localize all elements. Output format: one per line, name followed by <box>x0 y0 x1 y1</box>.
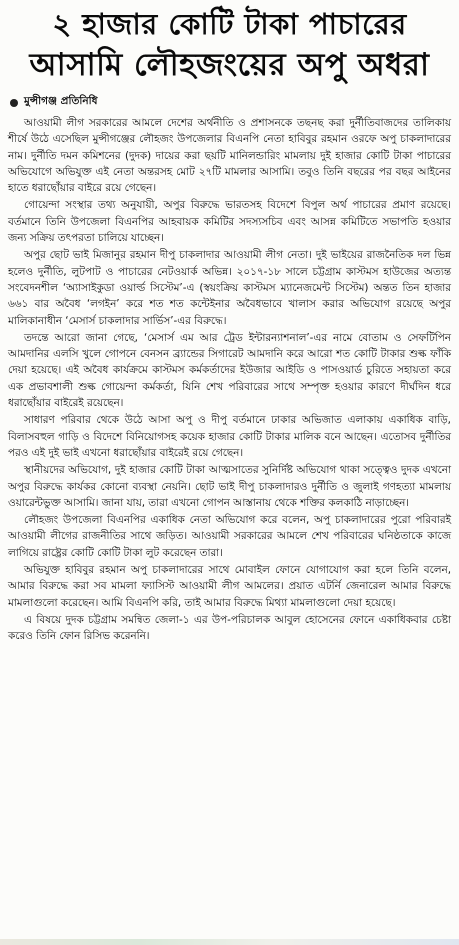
paragraph: অপুর ছোট ভাই মিজানুর রহমান দীপু চাকলাদার আওয়ামী লীগ নেতা। দুই ভাইয়ের রাজনৈতিক দল ভিন্ন হলেও দুর্নীতি, লুটপাট ও পাচারের নেটওয়ার্ক অভিন্ন। ২০১৭-১৮ সালে চট্টগ্রাম কাস্টমস হাউজের অত্যন্ত সংবেদনশীল ‘অ্যাসাইকুডা ওয়ার্ল্ড সিস্টেম’-এ (স্বয়ংক্রিয় কাস্টমস ম্যানেজমেন্ট সিস্টেম) অন্তত তিন হাজার ৬৬১ বার অবৈধ ‘লগইন’ করে শত শত কন্টেইনার অবৈধভাবে খালাস করার অভিযোগ রয়েছে অপুর মালিকানাধীন ‘মেসার্স চাকলাদার সার্ভিস’-এর বিরুদ্ধে। <box>8 249 451 327</box>
bullet-icon <box>10 99 18 107</box>
scan-edge-strip <box>0 939 459 945</box>
paragraph: অভিযুক্ত হাবিবুর রহমান অপু চাকলাদারের সাথে মোবাইল ফোনে যোগাযোগ করা হলে তিনি বলেন, আমার বিরুদ্ধে করা সব মামলা ফ্যাসিস্ট আওয়ামী লীগ আমলের। প্রয়াত এটর্নি জেনারেল আমার বিরুদ্ধে মামলাগুলো করেছেন। আমি বিএনপি করি, তাই আমার বিরুদ্ধে মিথ্যা মামলাগুলো দেয়া হয়েছে। <box>8 564 451 609</box>
headline-line-2: আসামি লৌহজংয়ের অপু অধরা <box>29 47 430 83</box>
paragraph: সাধারণ পরিবার থেকে উঠে আসা অপু ও দীপু বর্তমানে ঢাকার অভিজাত এলাকায় একাধিক বাড়ি, বিলাসবহুল গাড়ি ও বিদেশে বিনিয়োগসহ কয়েক হাজার কোটি টাকার মালিক বনে আছেন। এতোসব দুর্নীতির পরও এই দুই ভাই এখনো ধরাছোঁয়ার বাইরেই রয়ে গেছেন। <box>8 414 451 459</box>
byline-text: মুন্সীগঞ্জ প্রতিনিধি <box>24 95 98 107</box>
byline <box>0 86 459 115</box>
paragraph: গোয়েন্দা সংস্থার তথ্য অনুযায়ী, অপুর বিরুদ্ধে ভারতসহ বিদেশে বিপুল অর্থ পাচারের প্রমাণ রয়েছে। বর্তমানে তিনি উপজেলা বিএনপির আহবায়ক কমিটির সদস্যসচিব এবং আসন্ন কমিটিতে সভাপতি হওয়ার জন্য সক্রিয় তৎপরতা চালিয়ে যাচ্ছেন। <box>8 199 451 245</box>
paragraph: স্থানীয়দের অভিযোগ, দুই হাজার কোটি টাকা আত্মসাতের সুনির্দিষ্ট অভিযোগ থাকা সত্ত্বেও দুদক এখনো অপুর বিরুদ্ধে কার্যকর কোনো ব্যবস্থা নেয়নি। ছোট ভাই দীপু চাকলাদারও দুর্নীতি ও জুলাই গণহত্যা মামলায় ওয়ারেন্টভুক্ত আসামি। জানা যায়, তারা এখনো গোপন আস্তানায় থেকে শক্তির কলকাঠি নাড়াচ্ছেন। <box>8 464 451 509</box>
paragraph: এ বিষয়ে দুদক চট্টগ্রাম সমন্বিত জেলা-১ এর উপ-পরিচালক আবুল হোসেনের ফোনে একাধিকবার চেষ্টা করেও তিনি ফোন রিসিভ করেননি। <box>8 613 451 643</box>
headline <box>0 0 459 86</box>
headline-line-1: ২ হাজার কোটি টাকা পাচারের <box>52 7 407 41</box>
article-body <box>0 115 459 645</box>
paragraph: তদন্তে আরো জানা গেছে, ‘মেসার্স এম আর ট্রেড ইন্টারন্যাশনাল’-এর নামে বোতাম ও সেফটিপিন আমদানির এলসি খুলে গোপনে বেনসন ব্র্যান্ডের সিগারেট আমদানি করে আরো শত কোটি টাকার শুল্ক ফাঁকি দেয়া হয়েছে। এই অবৈধ কার্যক্রমে কাস্টমস কর্মকর্তাদের ইউজার আইডি ও পাসওয়ার্ড চুরিতে সহায়তা করে এক প্রভাবশালী শুল্ক গোয়েন্দা কর্মকর্তা, যিনি শেখ পরিবারের সাথে সম্পৃক্ত হওয়ার কারণে দীর্ঘদিন ধরে ধরাছোঁয়ার বাইরেই রয়েছেন। <box>8 331 451 410</box>
paragraph: লৌহজং উপজেলা বিএনপির একাধিক নেতা অভিযোগ করে বলেন, অপু চাকলাদারের পুরো পরিবারই আওয়ামী লীগের রাজনীতির সাথে জড়িত। আওয়ামী সরকারের আমলে শেখ পরিবারের ঘনিষ্ঠতাকে কাজে লাগিয়ে রাষ্ট্রের কোটি কোটি টাকা লুট করেছেন তারা। <box>8 514 451 559</box>
paragraph: আওয়ামী লীগ সরকারের আমলে দেশের অর্থনীতি ও প্রশাসনকে তছনছ করা দুর্নীতিবাজদের তালিকায় শীর্ষে উঠে এসেছিল মুন্সীগঞ্জের লৌহজং উপজেলার বিএনপি নেতা হাবিবুর রহমান ওরফে অপু চাকলাদারের নাম। দুর্নীতি দমন কমিশনের (দুদক) দায়ের করা ছয়টি মানিলন্ডারিং মামলায় দুই হাজার কোটি টাকা পাচারের অভিযোগে অভিযুক্ত এই নেতা অন্তরসহ মোট ২৭টি মামলার আসামি। তবুও তিনি বছরের পর বছর আইনের হাতে ধরাছোঁয়ার বাইরে রয়ে গেছেন। <box>8 117 451 195</box>
